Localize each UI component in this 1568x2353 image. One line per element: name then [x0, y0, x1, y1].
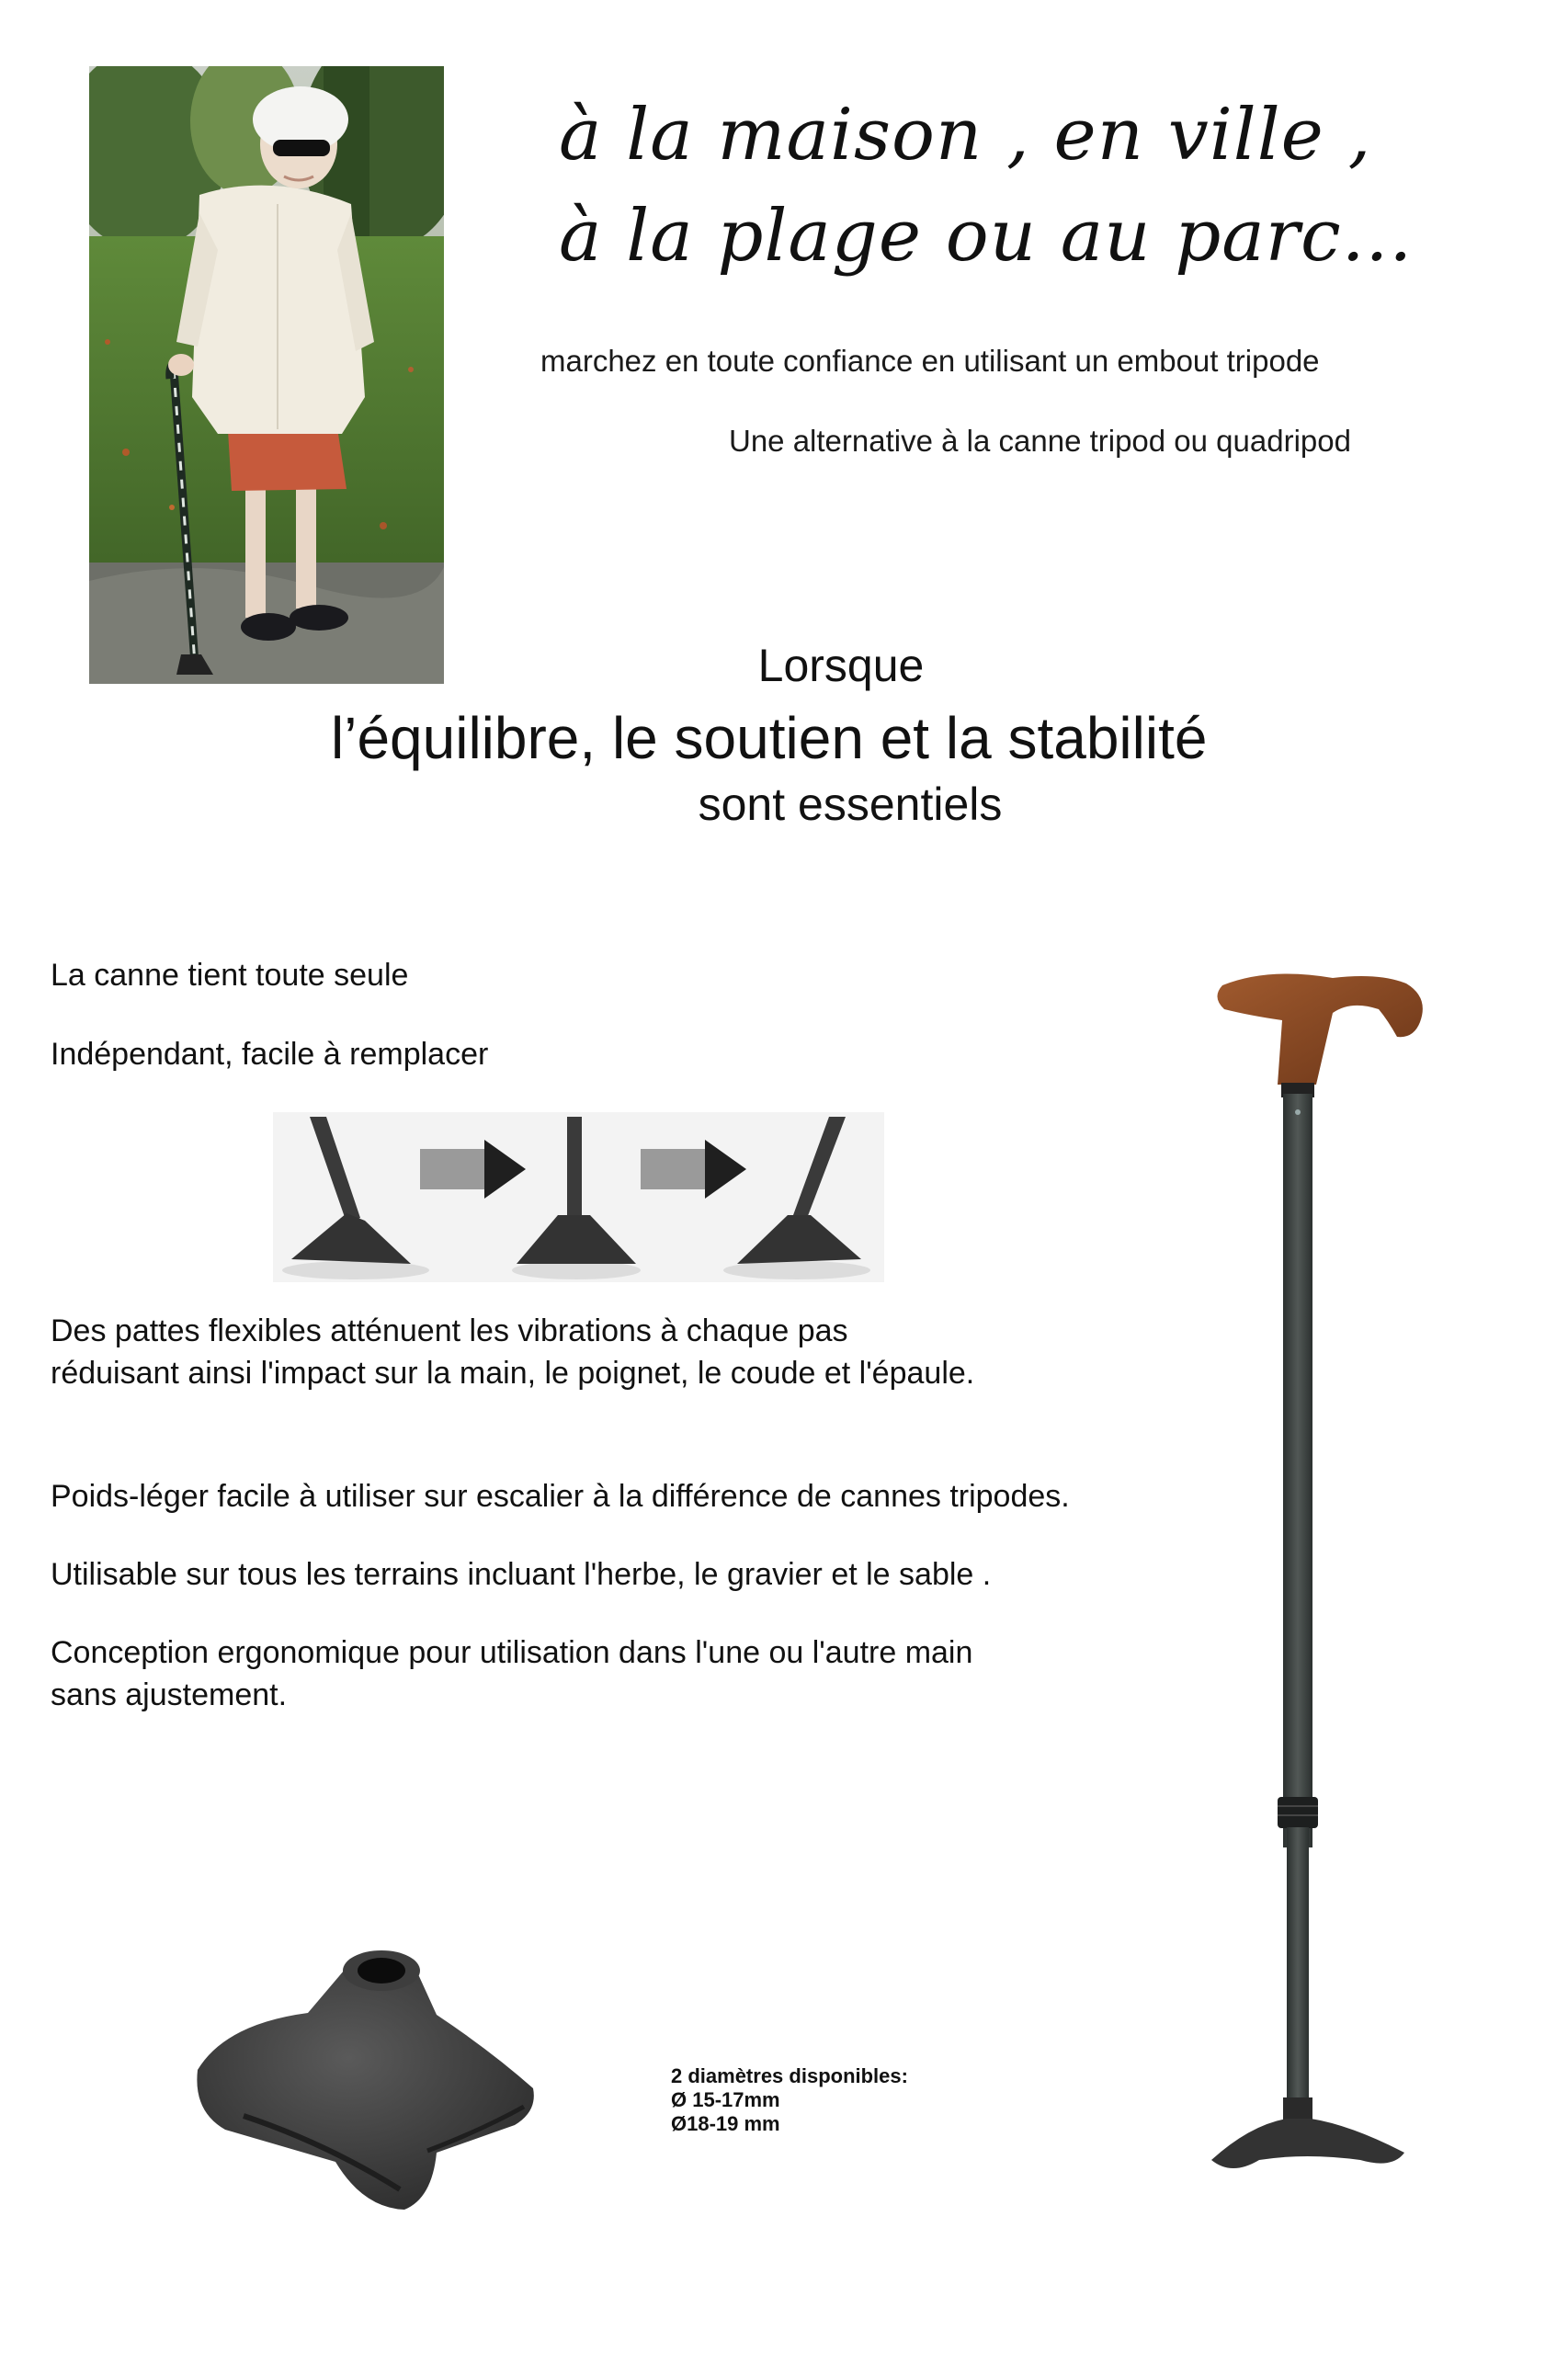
diameters-info: [671, 2064, 908, 2136]
subtitle-confidence: marchez en toute confiance en utilisant un embout tripode: [540, 344, 1320, 378]
feature-all-terrain: Utilisable sur tous les terrains incluant l'herbe, le gravier et le sable .: [51, 1557, 992, 1592]
feature-flexible-legs-line-2: réduisant ainsi l'impact sur la main, le poignet, le coude et l'épaule.: [51, 1356, 975, 1391]
diameters-title: 2 diamètres disponibles:: [671, 2064, 908, 2087]
feature-ergonomic-line-1: Conception ergonomique pour utilisation dans l'une ou l'autre main: [51, 1635, 973, 1670]
diameter-option-2: Ø18-19 mm: [671, 2112, 780, 2135]
tripod-tip-product-image: [188, 1914, 574, 2217]
subtitle-alternative: Une alternative à la canne tripod ou quadripod: [729, 424, 1351, 458]
feature-ergonomic-line-2: sans ajustement.: [51, 1677, 288, 1712]
script-heading-line-2: à la plage ou au parc...: [559, 195, 1414, 278]
feature-flexible-legs-line-1: Des pattes flexibles atténuent les vibrations à chaque pas: [51, 1313, 848, 1348]
woman-with-cane-photo: [89, 66, 444, 684]
claim-headline: l’équilibre, le soutien et la stabilité: [331, 705, 1208, 771]
cane-product-image: [1195, 965, 1471, 2178]
feature-lightweight: Poids-léger facile à utiliser sur escalier à la différence de cannes tripodes.: [51, 1479, 1070, 1514]
diameter-option-1: Ø 15-17mm: [671, 2088, 780, 2111]
claim-sont-essentiels: sont essentiels: [698, 779, 1003, 830]
claim-lorsque: Lorsque: [757, 640, 925, 691]
feature-stands-alone: La canne tient toute seule: [51, 958, 409, 993]
feature-flexible-legs: [51, 1310, 974, 1394]
feature-ergonomic: [51, 1631, 972, 1716]
feature-independent: Indépendant, facile à remplacer: [51, 1037, 489, 1072]
tip-flex-sequence-illustration: [273, 1112, 884, 1282]
script-heading-line-1: à la maison , en ville ,: [559, 94, 1372, 176]
